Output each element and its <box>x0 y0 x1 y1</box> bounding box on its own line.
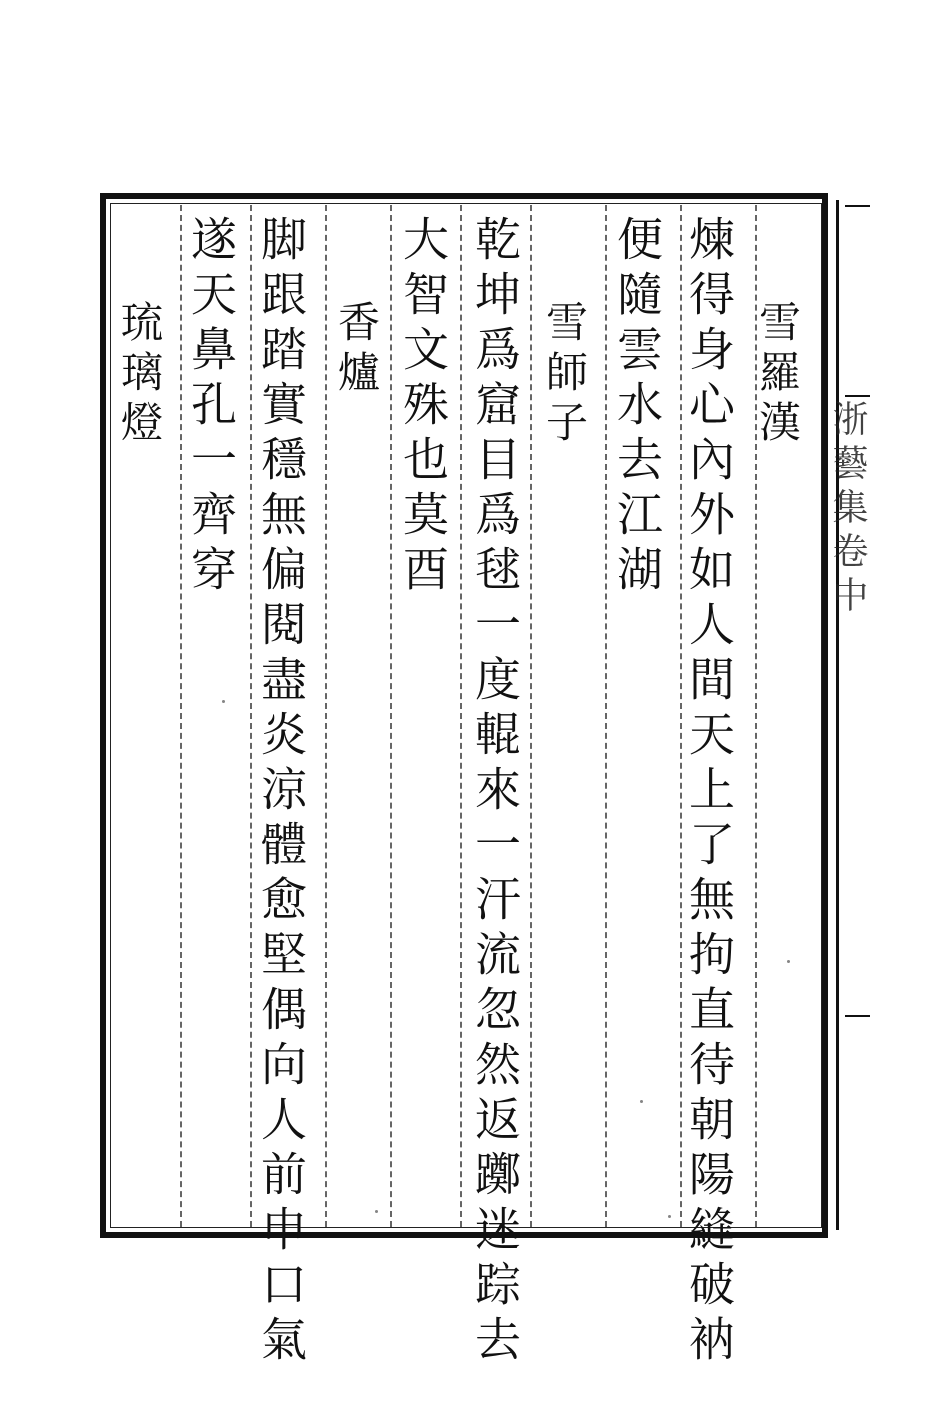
column-rule <box>325 205 327 1227</box>
print-speck <box>787 960 790 963</box>
next-page-rule <box>845 395 870 397</box>
next-page-rule <box>845 1015 870 1017</box>
print-speck <box>640 1100 643 1103</box>
text-column: 便隨雲水去江湖 <box>610 215 664 600</box>
heading-snow-arhat: 雪羅漢 <box>753 300 802 450</box>
print-speck <box>222 700 225 703</box>
text-column: 脚跟踏實穩無偏閱盡炎涼體愈堅偶向人前申口氣 <box>254 215 308 1370</box>
next-page-border <box>836 200 839 1230</box>
column-rule <box>460 205 462 1227</box>
column-rule <box>250 205 252 1227</box>
column-rule <box>605 205 607 1227</box>
column-rule <box>180 205 182 1227</box>
text-column: 煉得身心內外如人間天上了無拘直待朝陽縫破衲 <box>682 215 736 1370</box>
heading-glass-lamp: 琉璃燈 <box>115 300 164 450</box>
next-page-title-fragment: 浙藝集卷中 <box>827 400 868 620</box>
text-column: 遂天鼻孔一齊穿 <box>184 215 238 600</box>
text-column: 大智文殊也莫酉 <box>396 215 450 600</box>
column-rule <box>390 205 392 1227</box>
print-speck <box>375 1210 378 1213</box>
print-speck <box>668 1215 671 1218</box>
text-column: 乾坤爲窟目爲毬一度輥來一汗流忽然返躑迷踪去 <box>468 215 522 1370</box>
heading-incense-burner: 香爐 <box>332 300 381 400</box>
next-page-rule <box>845 205 870 207</box>
column-rule <box>530 205 532 1227</box>
heading-snow-lion: 雪師子 <box>540 300 589 450</box>
